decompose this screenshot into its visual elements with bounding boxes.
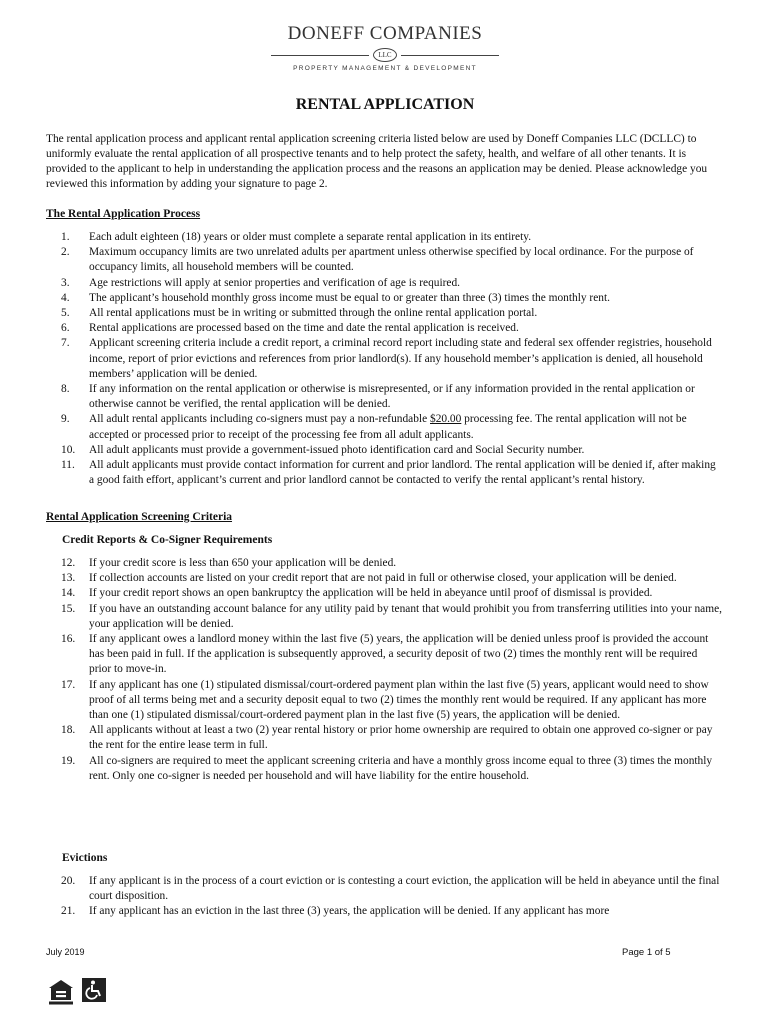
- list-item: [46, 382, 722, 412]
- item-text-after: processing fee. The rental application will not be accepted or processed prior to receipt of the processing fee from all adult applicants.: [89, 413, 687, 441]
- list-item: [46, 602, 722, 632]
- company-tagline: PROPERTY MANAGEMENT & DEVELOPMENT: [293, 65, 477, 72]
- list-item: [46, 678, 722, 724]
- item-text: All adult applicants must provide contact information for current and prior landlord. The rental application will be denied if, after making a good faith effort, applicant’s current and prior landlord cannot be contacted to verify the rental applicant’s rental history.: [89, 459, 716, 487]
- company-name: DONEFF COMPANIES: [287, 23, 483, 44]
- item-number: 5.: [61, 307, 70, 320]
- list-item: [46, 336, 722, 382]
- subheading-evictions: Evictions: [62, 852, 108, 864]
- item-text: If any information on the rental application or otherwise is misrepresented, or if any information provided in the rental application or otherwise cannot be verified, the rental application will be denied.: [89, 383, 695, 411]
- item-number: 8.: [61, 383, 70, 396]
- item-number: 16.: [61, 633, 76, 646]
- item-text: All applicants without at least a two (2) year rental history or prior home ownership are required to obtain one approved co-signer or pay the rent for the entire lease term in full.: [89, 724, 713, 752]
- wheelchair-accessible-icon: [82, 978, 112, 1006]
- item-text: The applicant’s household monthly gross income must be equal to or greater than three (3) times the monthly rent.: [89, 291, 610, 304]
- evictions-list: [46, 874, 722, 920]
- equal-housing-opportunity-icon: [46, 978, 76, 1006]
- logo-rule: [271, 48, 499, 62]
- list-item: [46, 321, 722, 336]
- list-item: [46, 586, 722, 601]
- item-text: Each adult eighteen (18) years or older must complete a separate rental application in its entirety.: [89, 231, 532, 243]
- logo-rule-right: [401, 55, 499, 56]
- item-text: Applicant screening criteria include a credit report, a criminal record report including state and federal sex offender registries, household income, report of prior evictions and references from prior landlord(s). If any household member’s application is denied, all household members’ application will be denied.: [89, 337, 712, 380]
- item-text: Age restrictions will apply at senior properties and verification of age is required.: [89, 276, 461, 289]
- list-item: [46, 412, 722, 442]
- item-number: 11.: [61, 459, 75, 472]
- item-number: 20.: [61, 875, 76, 887]
- item-number: 3.: [61, 276, 70, 289]
- item-number: 17.: [61, 678, 76, 691]
- item-number: 19.: [61, 754, 76, 767]
- item-text: If any applicant has an eviction in the last three (3) years, the application will be denied. If any applicant has more: [89, 905, 610, 918]
- item-number: 21.: [61, 905, 76, 918]
- list-item: [46, 632, 722, 678]
- item-number: 18.: [61, 724, 76, 737]
- item-number: 1.: [61, 231, 70, 243]
- list-item: [46, 874, 722, 904]
- item-text: Rental applications are processed based on the time and date the rental application is received.: [89, 322, 519, 335]
- item-text: If any applicant is in the process of a court eviction or is contesting a court eviction, the application will be held in abeyance until the final court disposition.: [89, 875, 720, 903]
- item-text: All adult applicants must provide a government-issued photo identification card and Social Security number.: [89, 443, 585, 456]
- item-number: 12.: [61, 557, 76, 569]
- list-item: [46, 230, 722, 245]
- section-heading-process: The Rental Application Process: [46, 208, 201, 220]
- item-number: 14.: [61, 587, 76, 600]
- item-text: All co-signers are required to meet the applicant screening criteria and have a monthly gross income equal to three (3) times the monthly rent. Only one co-signer is needed per household and will have liability for the entire household.: [89, 754, 713, 782]
- list-item: [46, 556, 722, 571]
- item-number: 2.: [61, 246, 70, 259]
- item-text: If your credit report shows an open bankruptcy the application will be held in abeyance until proof of dismissal is provided.: [89, 587, 653, 600]
- item-text: If your credit score is less than 650 your application will be denied.: [89, 557, 397, 569]
- item-number: 7.: [61, 337, 70, 350]
- list-item: [46, 571, 722, 586]
- item-text-before: All adult rental applicants including co-signers must pay a non-refundable: [89, 413, 430, 426]
- item-text: [89, 413, 687, 440]
- logo-llc-oval: LLC: [373, 48, 397, 62]
- item-text: If any applicant has one (1) stipulated dismissal/court-ordered payment plan within the last five (5) years, applicant would need to show proof of all terms being met and a security deposit equal to two (2) times the monthly rent would be required. If any applicant has more than one (1) stipulated dismissal/court-ordered payment plan in the last five (5) years, the application will be denied.: [89, 678, 709, 722]
- item-text: All rental applications must be in writing or submitted through the online rental application portal.: [89, 307, 538, 320]
- list-item: [46, 754, 722, 784]
- section-heading-screening: Rental Application Screening Criteria: [46, 511, 233, 523]
- subheading-credit: Credit Reports & Co-Signer Requirements: [62, 534, 273, 546]
- list-item: [46, 458, 722, 488]
- item-text: If collection accounts are listed on your credit report that are not paid in full or otherwise closed, your application will be denied.: [89, 572, 677, 585]
- list-item: [46, 723, 722, 753]
- list-item: [46, 245, 722, 275]
- document-title: RENTAL APPLICATION: [295, 96, 475, 113]
- footer-date: July 2019: [46, 947, 85, 957]
- item-text: If you have an outstanding account balance for any utility paid by tenant that would prohibit you from transferring utilities into your name, your application will be denied.: [89, 602, 722, 630]
- processing-fee: $20.00: [430, 413, 462, 426]
- item-number: 10.: [61, 443, 76, 456]
- list-item: [46, 443, 722, 458]
- item-number: 15.: [61, 602, 76, 615]
- item-number: 4.: [61, 291, 70, 304]
- logo-rule-left: [271, 55, 369, 56]
- list-item: [46, 291, 722, 306]
- footer-icons: [46, 978, 112, 1006]
- intro-paragraph: The rental application process and applicant rental application screening criteria listed below are used by Doneff Companies LLC (DCLLC) to uniformly evaluate the rental application of all prospective tenants and to help protect the safety, health, and welfare of all other tenants. It is provided to the applicant to help in understanding the application process and the reasons an application may be denied. Please acknowledge you reviewed this information by adding your signature to page 2.: [46, 133, 708, 190]
- page-number: Page 1 of 5: [622, 947, 671, 958]
- process-list: [46, 230, 722, 488]
- item-number: 13.: [61, 572, 76, 585]
- list-item: [46, 306, 722, 321]
- credit-criteria-list: [46, 556, 722, 784]
- item-text: Maximum occupancy limits are two unrelated adults per apartment unless otherwise specified by local ordinance. For the purpose of occupancy limits, all household members will be counted.: [89, 246, 694, 274]
- list-item: [46, 276, 722, 291]
- item-text: If any applicant owes a landlord money within the last five (5) years, the application will be denied unless proof is provided the account has been paid in full. If the application is subsequently approved, a security deposit of two (2) times the monthly rent will be required prior to move-in.: [89, 633, 709, 676]
- list-item: [46, 904, 722, 919]
- item-number: 9.: [61, 413, 70, 426]
- company-logo: [0, 22, 770, 72]
- item-number: 6.: [61, 322, 70, 335]
